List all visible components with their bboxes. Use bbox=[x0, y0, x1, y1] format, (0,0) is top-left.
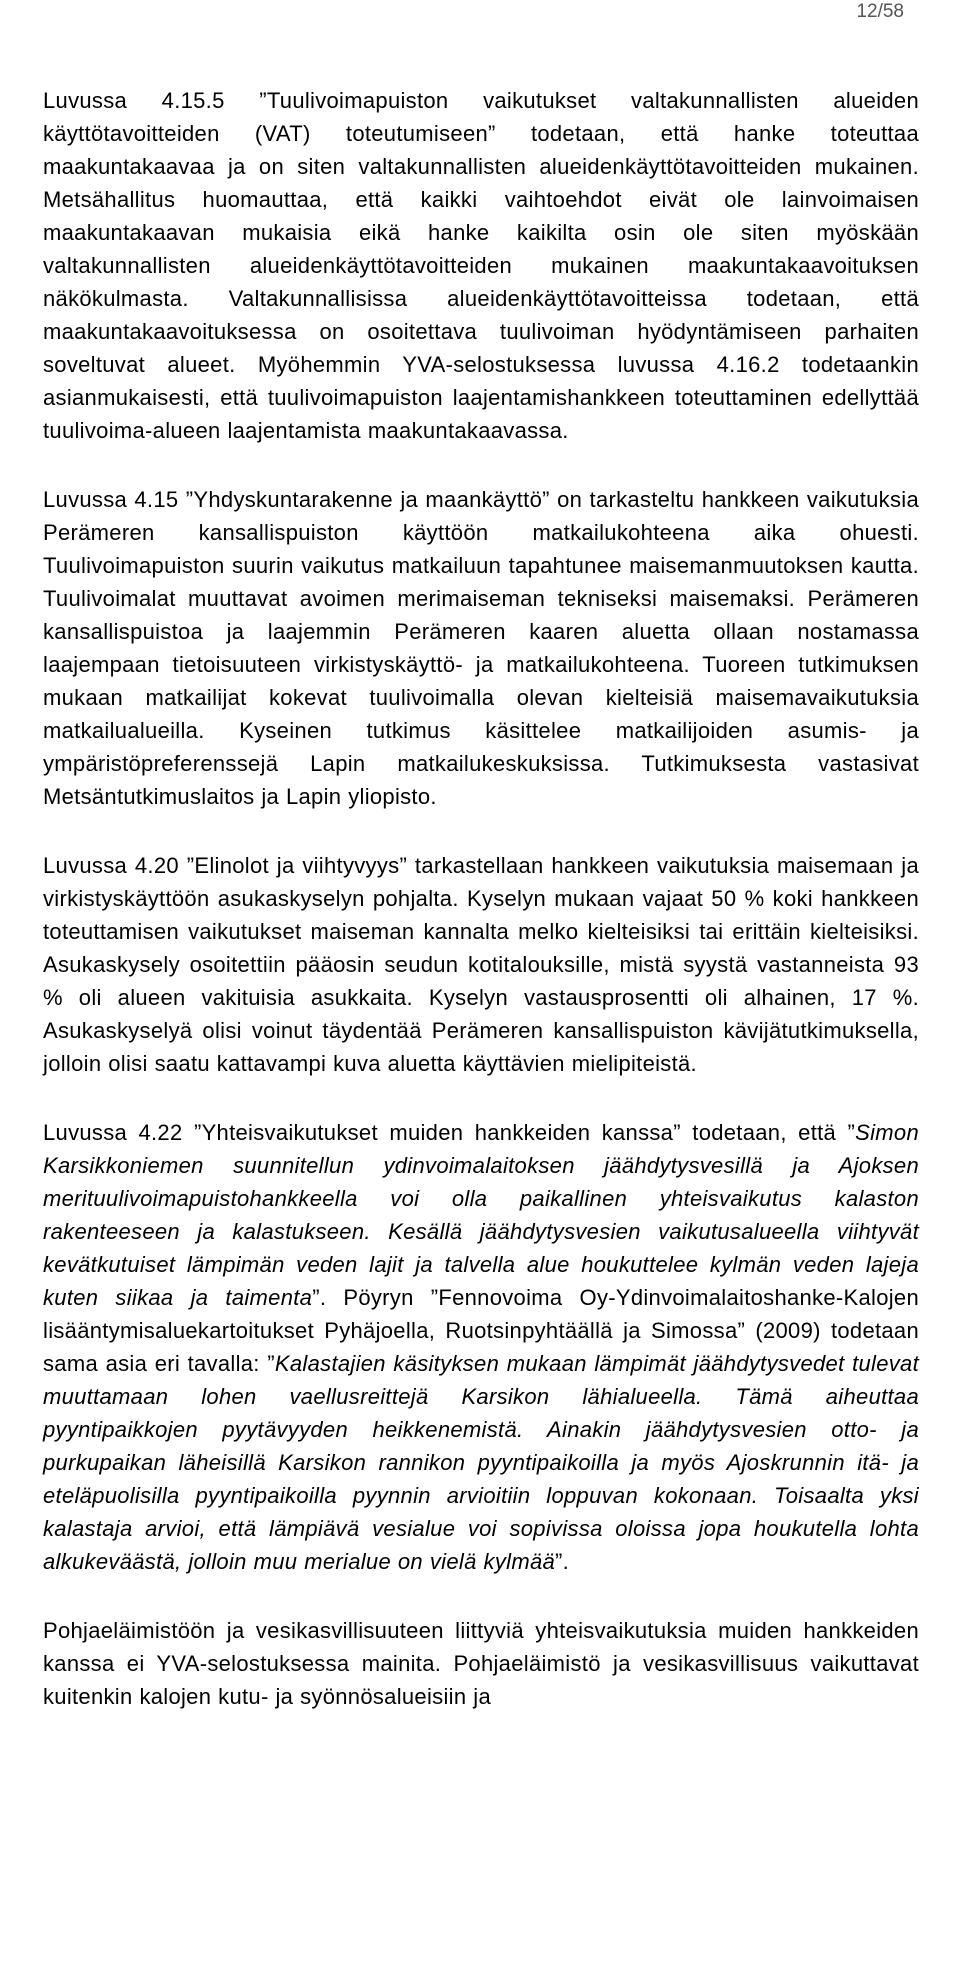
paragraph-text: Luvussa 4.20 ”Elinolot ja viihtyvyys” tarkastellaan hankkeen vaikutuksia maisemaan ja virkistyskäyttöön asukaskyselyn pohjalta. Kyselyn mukaan vajaat 50 % koki hankkeen toteuttamisen vaikutukset maiseman kannalta melko kielteisiksi tai erittäin kielteisiksi. Asukaskysely osoitettiin pääosin seudun kotitalouksille, mistä syystä vastanneista 93 % oli alueen vakituisia asukkaita. Kyselyn vastausprosentti oli alhainen, 17 %. Asukaskyselyä olisi voinut täydentää Perämeren kansallispuiston kävijätutkimuksella, jolloin olisi saatu kattavampi kuva aluetta käyttävien mielipiteistä. bbox=[43, 853, 919, 1076]
paragraph-text: Pohjaeläimistöön ja vesikasvillisuuteen liittyviä yhteisvaikutuksia muiden hankkeiden kanssa ei YVA-selostuksessa mainita. Pohjaeläimistö ja vesikasvillisuus vaikuttavat kuitenkin kalojen kutu- ja syönnösalueisiin ja bbox=[43, 1618, 919, 1709]
paragraph-text: Luvussa 4.15 ”Yhdyskuntarakenne ja maankäyttö” on tarkasteltu hankkeen vaikutuksia Perämeren kansallispuiston käyttöön matkailukohteena aika ohuesti. Tuulivoimapuiston suurin vaikutus matkailuun tapahtunee maisemanmuutoksen kautta. Tuulivoimalat muuttavat avoimen merimaiseman tekniseksi maisemaksi. Perämeren kansallispuistoa ja laajemmin Perämeren kaaren aluetta ollaan nostamassa laajempaan tietoisuuteen virkistyskäyttö- ja matkailukohteena. Tuoreen tutkimuksen mukaan matkailijat kokevat tuulivoimalla olevan kielteisiä maisemavaikutuksia matkailualueilla. Kyseinen tutkimus käsittelee matkailijoiden asumis- ja ympäristöpreferenssejä Lapin matkailukeskuksissa. Tutkimuksesta vastasivat Metsäntutkimuslaitos ja Lapin yliopisto. bbox=[43, 487, 919, 809]
paragraph-living-conditions bbox=[43, 849, 919, 1080]
paragraph-benthic-fauna bbox=[43, 1614, 919, 1713]
paragraph-text: Luvussa 4.22 ”Yhteisvaikutukset muiden hankkeiden kanssa” todetaan, että ” bbox=[43, 1120, 856, 1145]
paragraph-land-use bbox=[43, 483, 919, 813]
paragraph-text: ”. bbox=[555, 1549, 570, 1574]
document-body bbox=[43, 84, 919, 1713]
quoted-text-italic: Simon Karsikkoniemen suunnitellun ydinvoimalaitoksen jäähdytysvesillä ja Ajoksen merituulivoimapuistohankkeella voi olla paikallinen yhteisvaikutus kalaston rakenteeseen ja kalastukseen. Kesällä jäähdytysvesien vaikutusalueella viihtyvät kevätkutuiset lämpimän veden lajit ja talvella alue houkuttelee kylmän veden lajeja kuten siikaa ja taimenta bbox=[43, 1120, 919, 1310]
paragraph-text: ”. Pöyryn ”Fennovoima Oy-Ydinvoimalaitoshanke-Kalojen lisääntymisaluekartoitukset Pyhäjoella, Ruotsinpyhtäällä ja Simossa” (2009) todetaan sama asia eri tavalla: ” bbox=[43, 1285, 919, 1376]
quoted-text-italic: Kalastajien käsityksen mukaan lämpimät jäähdytysvedet tulevat muuttamaan lohen vaellusreittejä Karsikon lähialueella. Tämä aiheuttaa pyyntipaikkojen pyytävyyden heikkenemistä. Ainakin jäähdytysvesien otto- ja purkupaikan läheisillä Karsikon rannikon pyyntipaikoilla ja myös Ajoskrunnin itä- ja eteläpuolisilla pyyntipaikoilla pyynnin arvioitiin loppuvan kokonaan. Toisaalta yksi kalastaja arvioi, että lämpiävä vesialue voi sopivissa oloissa jopa houkutella lohta alkukeväästä, jolloin muu merialue on vielä kylmää bbox=[43, 1351, 919, 1574]
paragraph-cumulative-effects bbox=[43, 1116, 919, 1578]
paragraph-text: Luvussa 4.15.5 ”Tuulivoimapuiston vaikutukset valtakunnallisten alueiden käyttötavoitteiden (VAT) toteutumiseen” todetaan, että hanke toteuttaa maakuntakaavaa ja on siten valtakunnallisten alueidenkäyttötavoitteiden mukainen. Metsähallitus huomauttaa, että kaikki vaihtoehdot eivät ole lainvoimaisen maakuntakaavan mukaisia eikä hanke kaikilta osin ole siten myöskään valtakunnallisten alueidenkäyttötavoitteiden mukainen maakuntakaavoituksen näkökulmasta. Valtakunnallisissa alueidenkäyttötavoitteissa todetaan, että maakuntakaavoituksessa on osoitettava tuulivoiman hyödyntämiseen parhaiten soveltuvat alueet. Myöhemmin YVA-selostuksessa luvussa 4.16.2 todetaankin asianmukaisesti, että tuulivoimapuiston laajentamishankkeen toteuttaminen edellyttää tuulivoima-alueen laajentamista maakuntakaavassa. bbox=[43, 88, 919, 443]
page-number: 12/58 bbox=[856, 1, 904, 22]
paragraph-vat bbox=[43, 84, 919, 447]
